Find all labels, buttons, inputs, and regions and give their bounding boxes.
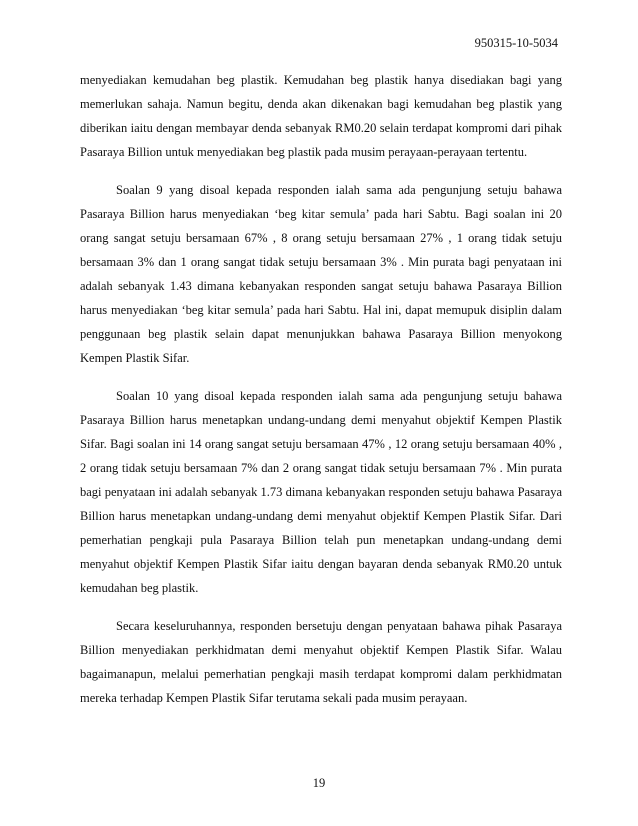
paragraph-continuation: menyediakan kemudahan beg plastik. Kemudahan beg plastik hanya disediakan bagi yang memerlukan sahaja. Namun begitu, denda akan dikenakan bagi kemudahan beg plastik yang diberikan iaitu dengan membayar denda sebanyak RM0.20 selain terdapat kompromi dari pihak Pasaraya Billion untuk menyediakan beg plastik pada musim perayaan-perayaan tertentu. [80,73,562,159]
body-text [80,68,562,724]
paragraph-soalan-9: Soalan 9 yang disoal kepada responden ialah sama ada pengunjung setuju bahawa Pasaraya Billion harus menyediakan ‘beg kitar semula’ pada hari Sabtu. Bagi soalan ini 20 orang sangat setuju bersamaan 67% , 8 orang setuju bersamaan 27% , 1 orang tidak setuju bersamaan 3% dan 1 orang sangat tidak setuju bersamaan 3% . Min purata bagi penyataan ini adalah sebanyak 1.43 dimana kebanyakan responden sangat setuju bahawa Pasaraya Billion harus menyediakan ‘beg kitar semula’ pada hari Sabtu. Hal ini, dapat memupuk disiplin dalam penggunaan beg plastik selain dapat menunjukkan bahawa Pasaraya Billion menyokong Kempen Plastik Sifar. [80,183,562,365]
page-number: 19 [312,776,326,790]
paragraph-conclusion: Secara keseluruhannya, responden bersetuju dengan penyataan bahawa pihak Pasaraya Billion menyediakan perkhidmatan demi menyahut objektif Kempen Plastik Sifar. Walau bagaimanapun, melalui pemerhatian pengkaji masih terdapat kompromi dalam perkhidmatan mereka terhadap Kempen Plastik Sifar terutama sekali pada musim perayaan. [80,619,562,705]
document-id: 950315-10-5034 [474,36,558,50]
paragraph-soalan-10: Soalan 10 yang disoal kepada responden ialah sama ada pengunjung setuju bahawa Pasaraya Billion harus menetapkan undang-undang demi menyahut objektif Kempen Plastik Sifar. Bagi soalan ini 14 orang sangat setuju bersamaan 47% , 12 orang setuju bersamaan 40% , 2 orang tidak setuju bersamaan 7% dan 2 orang sangat tidak setuju bersamaan 7% . Min purata bagi penyataan ini adalah sebanyak 1.73 dimana kebanyakan responden setuju bahawa Pasaraya Billion harus menetapkan undang-undang demi menyahut objektif Kempen Plastik Sifar. Dari pemerhatian pengkaji pula Pasaraya Billion telah pun menetapkan undang-undang demi menyahut objektif Kempen Plastik Sifar iaitu dengan bayaran denda sebanyak RM0.20 untuk kemudahan beg plastik. [80,389,562,595]
